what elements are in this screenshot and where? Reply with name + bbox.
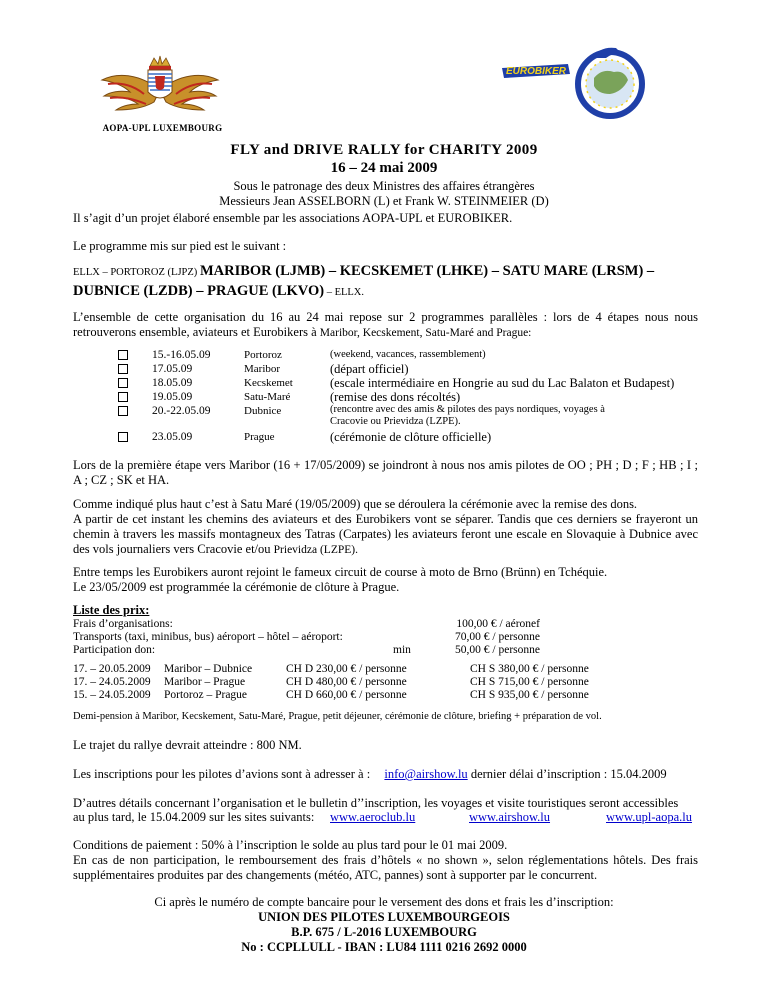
packages-double [286, 663, 407, 702]
checkbox-icon [118, 406, 128, 416]
schedule-date: 20.-22.05.09 [152, 405, 211, 417]
route-main: MARIBOR (LJMB) – KECSKEMET (LHKE) – SATU MARE (LRSM) – DUBNICE (LZDB) – PRAGUE (LKVO) [73, 263, 655, 299]
fee-min-prefix: min [393, 644, 411, 656]
ministers-line: Messieurs Jean ASSELBORN (L) et Frank W. STEINMEIER (D) [219, 194, 549, 208]
schedule-note: (remise des dons récoltés) [330, 390, 461, 404]
packages-single [470, 663, 589, 702]
upl-aopa-link[interactable]: www.upl-aopa.lu [606, 810, 692, 824]
organisation-text: L’ensemble de cette organisation du 16 au 24 mai repose sur 2 programmes parallèles : lors de 4 étapes nous nous retrouverons ensemble, aviateurs et Eurobikers à [73, 310, 698, 339]
fee-label: Transports (taxi, minibus, bus) aéroport – hôtel – aéroport: [73, 631, 343, 643]
route-suffix: – ELLX. [324, 287, 365, 298]
fee-value: 50,00 € / personne [455, 644, 540, 656]
checkbox-icon [118, 350, 128, 360]
schedule-place: Portoroz [244, 349, 282, 361]
program-intro: Le programme mis sur pied est le suivant : [73, 239, 287, 253]
package-dates: 15. – 24.05.2009 [73, 689, 151, 701]
route-line [73, 262, 698, 302]
eurobiker-logo-text: EUROBIKER [505, 66, 567, 77]
schedule-note: (weekend, vacances, rassemblement) [330, 349, 486, 360]
package-single-price: CH S 935,00 € / personne [470, 689, 589, 701]
satu-mare-paragraph: Comme indiqué plus haut c’est à Satu Maré (19/05/2009) que se déroulera la cérémonie avec la remise des dons. [73, 497, 638, 511]
schedule-note: (rencontre avec des amis & pilotes des pays nordiques, voyages à Cracovie ou Prievidza (LZPE). [330, 404, 605, 427]
prievidza-text: Prievidza (LZPE). [273, 544, 358, 556]
registration-deadline: dernier délai d’inscription : 15.04.2009 [470, 767, 667, 781]
package-route: Maribor – Prague [164, 676, 246, 688]
organisation-cities: Maribor, Kecskement, Satu-Maré and Prague: [319, 327, 532, 339]
package-single-price: CH S 715,00 € / personne [470, 676, 589, 688]
schedule-date: 17.05.09 [152, 363, 193, 375]
rally-title: FLY and DRIVE RALLY for CHARITY 2009 [230, 142, 538, 158]
package-single-price: CH S 380,00 € / personne [470, 663, 589, 675]
closing-ceremony-paragraph: Le 23/05/2009 est programmée la cérémonie de clôture à Prague. [73, 580, 400, 594]
fee-label: Frais d’organisations: [73, 618, 173, 630]
price-list-heading: Liste des prix: [73, 603, 150, 617]
schedule-place: Maribor [244, 363, 281, 375]
patronage-line: Sous le patronage des deux Ministres des affaires étrangères [233, 179, 535, 193]
fee-value: 70,00 € / personne [455, 631, 540, 643]
fee-value: 100,00 € / aéronef [456, 618, 540, 630]
aeroclub-link[interactable]: www.aeroclub.lu [330, 810, 416, 824]
schedule-place: Prague [244, 431, 275, 443]
packages-dates [73, 663, 151, 702]
schedule-note: (escale intermédiaire en Hongrie au sud du Lac Balaton et Budapest) [330, 376, 675, 390]
package-route: Maribor – Dubnice [164, 663, 253, 675]
bank-name: UNION DES PILOTES LUXEMBOURGEOIS [258, 910, 510, 924]
details-text: au plus tard, le 15.04.2009 sur les sites suivants: [73, 810, 315, 824]
schedule-date: 19.05.09 [152, 391, 193, 403]
package-route: Portoroz – Prague [164, 689, 248, 701]
schedule-date: 18.05.09 [152, 377, 193, 389]
package-double-price: CH D 660,00 € / personne [286, 689, 407, 701]
separation-text: A partir de cet instant les chemins des aviateurs et des Eurobikers vont se séparer. Tandis que ces derniers se frayeront un chemin à travers les massifs montagneux des Tatras (Carpates) les aviateurs feront une escale en Slovaquie à Dubnice avec des vols journaliers vers Cracovie et/ou [73, 512, 698, 556]
intro-paragraph: Il s’agit d’un projet élaboré ensemble par les associations AOPA-UPL et EUROBIKER. [73, 211, 513, 225]
schedule-note: (départ officiel) [330, 362, 409, 376]
checkbox-icon [118, 432, 128, 442]
package-double-price: CH D 480,00 € / personne [286, 676, 407, 688]
separation-paragraph [73, 512, 698, 558]
details-line-2 [73, 810, 698, 825]
fees-labels [73, 618, 403, 657]
schedule-date: 23.05.09 [152, 431, 193, 443]
bank-intro: Ci après le numéro de compte bancaire pour le versement des dons et frais les d’inscription: [154, 895, 614, 909]
bank-account: No : CCPLLULL - IBAN : LU84 1111 0216 2692 0000 [241, 940, 527, 954]
checkbox-icon [118, 392, 128, 402]
organisation-paragraph [73, 310, 698, 341]
included-services: Demi-pension à Maribor, Kecskement, Satu-Maré, Prague, petit déjeuner, cérémonie de clôture, briefing + préparation de vol. [73, 711, 602, 722]
checkbox-icon [118, 378, 128, 388]
schedule-note: (cérémonie de clôture officielle) [330, 430, 492, 444]
aopa-upl-emblem [100, 52, 220, 122]
fee-label: Participation don: [73, 644, 156, 656]
rally-distance: Le trajet du rallye devrait atteindre : 800 NM. [73, 738, 302, 752]
schedule-date: 15.-16.05.09 [152, 349, 211, 361]
package-dates: 17. – 24.05.2009 [73, 676, 151, 688]
eurobiker-logo [498, 40, 663, 120]
checkbox-icon [118, 364, 128, 374]
brno-paragraph: Entre temps les Eurobikers auront rejoint le fameux circuit de course à moto de Brno (Brünn) en Tchéquie. [73, 565, 608, 579]
fees-values [420, 618, 540, 657]
schedule-place: Kecskemet [244, 377, 293, 389]
schedule-place: Dubnice [244, 405, 282, 417]
route-prefix: ELLX – PORTOROZ (LJPZ) [73, 267, 200, 278]
registration-text: Les inscriptions pour les pilotes d’avions sont à adresser à : [73, 767, 371, 781]
bank-address: B.P. 675 / L-2016 LUXEMBOURG [291, 925, 477, 939]
cancellation-policy: En cas de non participation, le remboursement des frais d’hôtels « no shown », selon réglementations hôtels. Des frais supplémentaires produites par des changements (météo, ATC, pannes) sont à supporter par le concurrent. [73, 853, 698, 882]
package-double-price: CH D 230,00 € / personne [286, 663, 407, 675]
rally-dates: 16 – 24 mai 2009 [330, 160, 438, 176]
registration-email-link[interactable]: info@airshow.lu [384, 767, 468, 781]
maribor-paragraph: Lors de la première étape vers Maribor (16 + 17/05/2009) se joindront à nous nos amis pilotes de OO ; PH ; D ; F ; HB ; I ; A ; CZ ; SK et HA. [73, 458, 698, 487]
schedule-place: Satu-Maré [244, 391, 291, 403]
registration-line [73, 767, 713, 782]
packages-routes [164, 663, 252, 702]
left-logo-caption: AOPA-UPL LUXEMBOURG [102, 123, 223, 133]
details-line-1: D’autres détails concernant l’organisation et le bulletin d’’inscription, les voyages et visite touristiques seront accessibles [73, 796, 679, 810]
package-dates: 17. – 20.05.2009 [73, 663, 151, 675]
payment-conditions: Conditions de paiement : 50% à l’inscription le solde au plus tard pour le 01 mai 2009. [73, 838, 508, 852]
airshow-link[interactable]: www.airshow.lu [469, 810, 551, 824]
